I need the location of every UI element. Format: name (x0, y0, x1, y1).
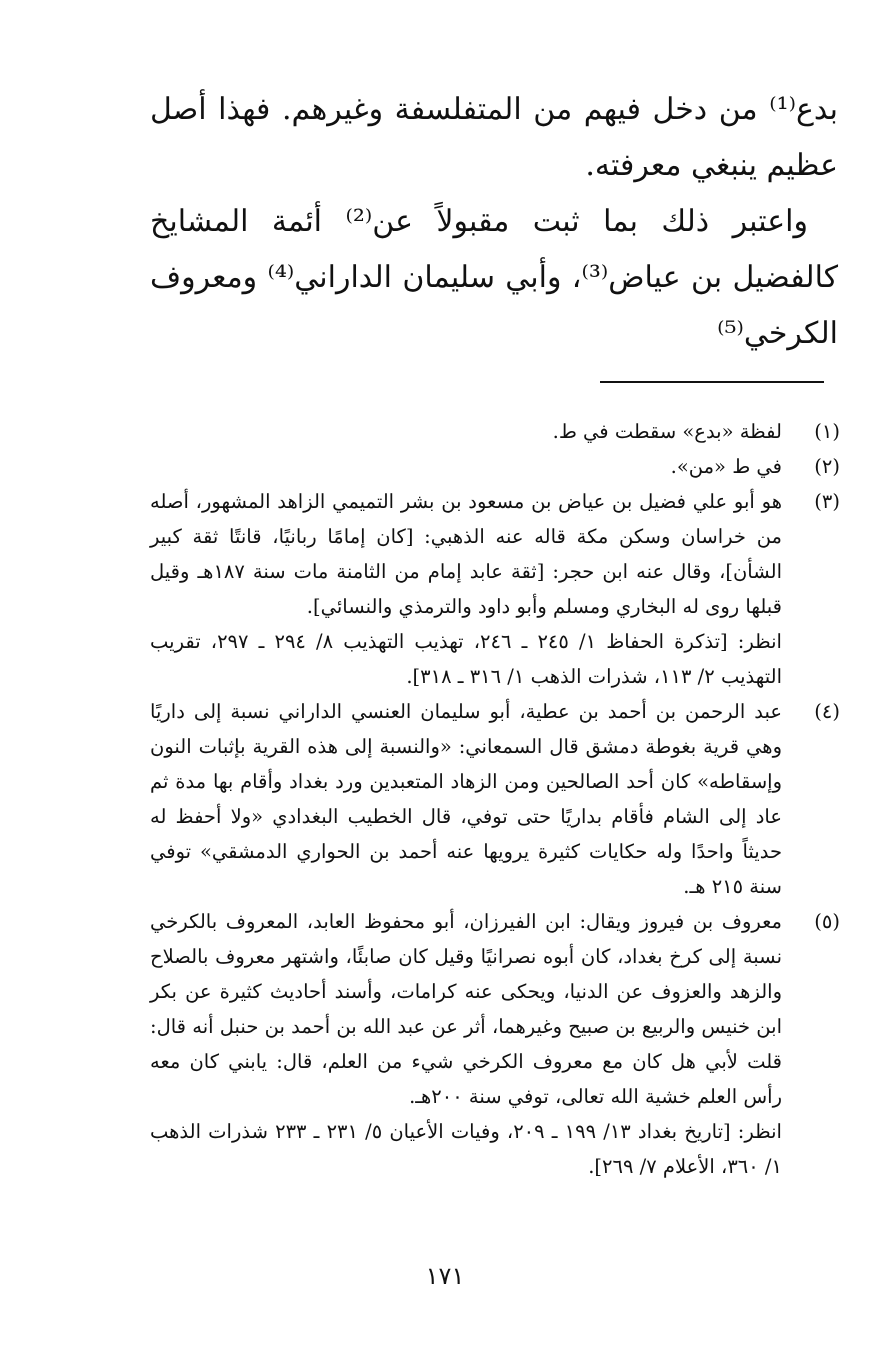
footnote-paragraph: معروف بن فيروز ويقال: ابن الفيرزان، أبو محفوظ العابد، المعروف بالكرخي نسبة إلى كرخ بغداد، كان أبوه نصرانيًا وقيل كان صابئًا، واشتهر معروف بالصلاح والزهد والعزوف عن الدنيا، ويحكى عنه كرامات، وأسند أحاديث كثيرة عن بكر ابن خنيس والربيع بن صبيح وغيرهما، أثر عن عبد الله بن أحمد بن حنبل أنه قال: قلت لأبي هل كان مع معروف الكرخي شيء من العلم، قال: يابني كان معه رأس العلم خشية الله تعالى، توفي سنة ٢٠٠هـ. (150, 910, 782, 1108)
footnote-body (150, 449, 782, 484)
footnote-3 (150, 484, 840, 694)
page-number: ١٧١ (425, 1262, 465, 1290)
footnote-body (150, 414, 782, 449)
footnote-body (150, 694, 782, 904)
footnote-number: (١) (814, 420, 840, 443)
footnote-4 (150, 694, 840, 904)
footnote-number: (٥) (814, 910, 840, 933)
footnote-number: (٤) (814, 700, 840, 723)
footnote-body (150, 484, 782, 694)
footnote-paragraph: انظر: [تاريخ بغداد ١٣/ ١٩٩ ـ ٢٠٩، وفيات الأعيان ٥/ ٢٣١ ـ ٢٣٣ شذرات الذهب ١/ ٣٦٠، الأعلام ٧/ ٢٦٩]. (150, 1120, 782, 1178)
footnote-paragraph: هو أبو علي فضيل بن عياض بن مسعود بن بشر التميمي الزاهد المشهور، أصله من خراسان وسكن مكة قاله عنه الذهبي: [كان إمامًا ربانيًا، قانتًا ثقة كبير الشأن]، وقال عنه ابن حجر: [ثقة عابد إمام من الثامنة مات سنة ١٨٧هـ وقيل قبلها روى له البخاري ومسلم وأبو داود والترمذي والنسائي]. (150, 490, 782, 618)
footnote-paragraph: في ط «من». (670, 455, 782, 478)
footnote-paragraph: انظر: [تذكرة الحفاظ ١/ ٢٤٥ ـ ٢٤٦، تهذيب التهذيب ٨/ ٢٩٤ ـ ٢٩٧، تقريب التهذيب ٢/ ١١٣، شذرات الذهب ١/ ٣١٦ ـ ٣١٨]. (150, 630, 782, 688)
footnote-1 (150, 414, 840, 449)
footnote-number: (٢) (814, 455, 840, 478)
footnote-paragraph: لفظة «بدع» سقطت في ط. (552, 420, 782, 443)
footnotes-list (150, 414, 840, 1184)
footnote-paragraph: عبد الرحمن بن أحمد بن عطية، أبو سليمان العنسي الداراني نسبة إلى داريًا وهي قرية بغوطة دمشق قال السمعاني: «والنسبة إلى هذه القرية بإثبات النون وإسقاطه» كان أحد الصالحين ومن الزهاد المتعبدين ورد بغداد وأقام بها مدة ثم عاد إلى الشام فأقام بداريًا حتى توفي، قال الخطيب البغدادي «ولا أحفظ له حديثاً واحدًا وله حكايات كثيرة يرويها عنه أحمد بن الحواري الدمشقي» توفي سنة ٢١٥ هـ. (150, 700, 782, 898)
footnote-body (150, 904, 782, 1184)
main-paragraph: واعتبر ذلك بما ثبت مقبولاً عن⁽²⁾ أئمة المشايخ كالفضيل بن عياض⁽³⁾، وأبي سليمان الداراني⁽⁴⁾ ومعروف الكرخي⁽⁵⁾ (150, 204, 838, 351)
footnote-5 (150, 904, 840, 1184)
footnote-number: (٣) (814, 490, 840, 513)
footnote-2 (150, 449, 840, 484)
main-paragraph: بدع⁽¹⁾ من دخل فيهم من المتفلسفة وغيرهم. فهذا أصل عظيم ينبغي معرفته. (150, 92, 838, 183)
main-text (150, 82, 838, 362)
footnote-divider (600, 381, 824, 383)
